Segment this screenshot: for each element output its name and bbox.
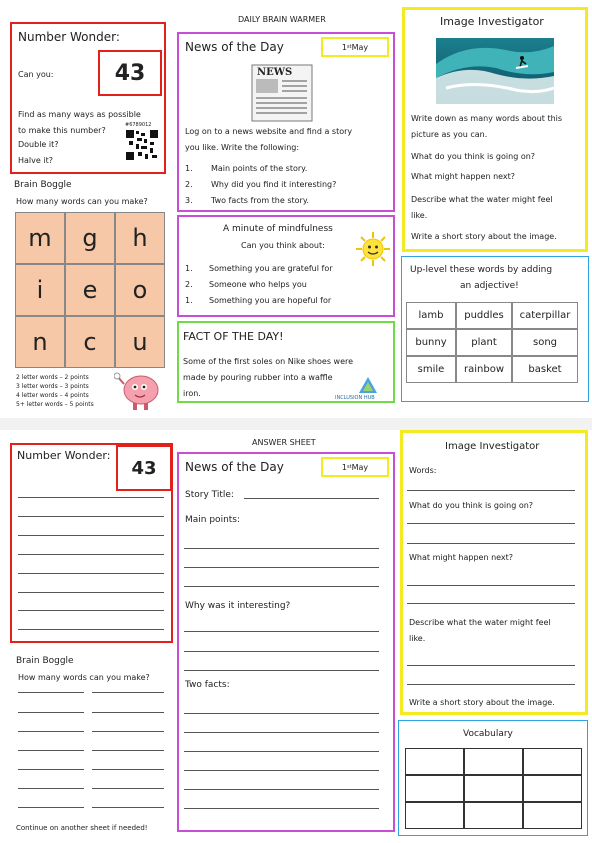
vocabulary-cell	[464, 748, 523, 775]
mindfulness-subtitle: Can you think about:	[241, 241, 325, 250]
as-target-number: 43	[116, 445, 172, 491]
adjective-word-smile: smile	[406, 356, 456, 383]
news-intro-2: you like. Write the following:	[185, 143, 300, 152]
nw-line-2: to make this number?	[18, 126, 106, 135]
as-bb-write-line	[18, 712, 84, 713]
mind-item-1: Something you are grateful for	[209, 264, 333, 273]
vocabulary-cell	[405, 802, 464, 829]
ii-line-6: like.	[411, 211, 428, 220]
worksheet-title: DAILY BRAIN WARMER	[238, 15, 326, 24]
as-brain-boggle-prompt: How many words can you make?	[18, 673, 150, 682]
as-number-wonder-title: Number Wonder:	[17, 449, 111, 462]
image-investigator-panel	[402, 7, 588, 252]
as-ii-q4: Write a short story about the image.	[409, 698, 555, 707]
sun-icon	[355, 231, 391, 267]
as-facts-line	[184, 770, 379, 771]
news-intro-1: Log on to a news website and find a story	[185, 127, 353, 136]
target-number: 43	[98, 50, 162, 96]
as-bb-write-line	[92, 750, 164, 751]
vocabulary-cell	[523, 802, 582, 829]
as-vocabulary-title: Vocabulary	[463, 729, 513, 739]
number-wonder-title: Number Wonder:	[18, 30, 120, 44]
fact-title: FACT OF THE DAY!	[183, 330, 284, 343]
vocabulary-cell	[405, 775, 464, 802]
as-main-points-line	[184, 548, 379, 549]
as-facts-line	[184, 789, 379, 790]
as-ii-write-line	[407, 684, 575, 685]
mindfulness-title: A minute of mindfulness	[223, 224, 333, 234]
newspaper-label: NEWS	[257, 67, 293, 78]
as-bb-write-line	[18, 731, 84, 732]
as-ii-write-line	[407, 490, 575, 491]
news-item-2: Why did you find it interesting?	[211, 180, 337, 189]
adjective-word-lamb: lamb	[406, 302, 456, 329]
news-title: News of the Day	[185, 40, 284, 54]
boggle-letter-i: i	[15, 264, 65, 316]
as-nw-write-line	[18, 497, 164, 498]
as-bb-write-line	[92, 769, 164, 770]
as-ii-write-line	[407, 665, 575, 666]
brain-mascot-icon	[114, 370, 164, 414]
nw-line-1: Find as many ways as possible	[18, 110, 141, 119]
as-ii-write-line	[407, 523, 575, 524]
inclusion-hub-label: INCLUSION HUB	[335, 395, 375, 401]
as-story-title-label: Story Title:	[185, 490, 234, 500]
ii-line-4: What might happen next?	[411, 172, 516, 181]
as-ii-write-line	[407, 585, 575, 586]
nw-line-3: Double it?	[18, 140, 59, 149]
answer-sheet-title: ANSWER SHEET	[252, 438, 316, 447]
as-main-points-line	[184, 567, 379, 568]
boggle-letter-n: n	[15, 316, 65, 368]
as-facts-line	[184, 713, 379, 714]
vocabulary-cell	[523, 775, 582, 802]
ii-line-5: Describe what the water might feel	[411, 195, 553, 204]
mind-num-2: 2.	[185, 280, 193, 289]
vocabulary-cell	[464, 802, 523, 829]
as-bb-write-line	[18, 788, 84, 789]
as-facts-line	[184, 808, 379, 809]
image-investigator-title: Image Investigator	[440, 15, 544, 28]
as-ii-q2: What might happen next?	[409, 553, 514, 562]
as-ii-q1: What do you think is going on?	[409, 501, 534, 510]
as-bb-write-line	[18, 692, 84, 693]
boggle-letter-h: h	[115, 212, 165, 264]
news-item-num-1: 1.	[185, 164, 193, 173]
as-main-points-label: Main points:	[185, 515, 241, 525]
wave-surfer-image	[436, 38, 554, 104]
as-why-line	[184, 651, 379, 652]
vocabulary-cell	[523, 748, 582, 775]
score-line-3: 4 letter words – 4 points	[16, 392, 89, 399]
ii-line-2: picture as you can.	[411, 130, 488, 139]
as-nw-write-line	[18, 629, 164, 630]
news-item-num-3: 3.	[185, 196, 193, 205]
as-facts-line	[184, 751, 379, 752]
news-date: 1 st May	[321, 37, 389, 57]
fact-line-2: made by pouring rubber into a waffle	[183, 373, 333, 382]
as-ii-write-line	[407, 603, 575, 604]
as-main-points-line	[184, 586, 379, 587]
as-nw-write-line	[18, 554, 164, 555]
page-gap	[0, 418, 592, 430]
as-nw-write-line	[18, 573, 164, 574]
score-line-4: 5+ letter words – 5 points	[16, 401, 94, 408]
as-ii-words: Words:	[409, 466, 437, 475]
adjective-word-basket: basket	[512, 356, 578, 383]
as-image-investigator-panel	[400, 430, 588, 715]
as-ii-q3-1: Describe what the water might feel	[409, 618, 551, 627]
news-item-num-2: 2.	[185, 180, 193, 189]
as-facts-label: Two facts:	[185, 680, 230, 690]
as-nw-write-line	[18, 516, 164, 517]
adjective-word-rainbow: rainbow	[456, 356, 512, 383]
boggle-letter-g: g	[65, 212, 115, 264]
nw-line-4: Halve it?	[18, 156, 53, 165]
boggle-letter-m: m	[15, 212, 65, 264]
as-bb-write-line	[92, 692, 164, 693]
as-why-label: Why was it interesting?	[185, 601, 291, 611]
score-line-1: 2 letter words – 2 points	[16, 374, 89, 381]
news-item-1: Main points of the story.	[211, 164, 308, 173]
qr-code-icon	[124, 124, 160, 162]
as-nw-write-line	[18, 535, 164, 536]
inclusion-hub-logo-icon	[357, 375, 379, 395]
as-bb-write-line	[92, 807, 164, 808]
boggle-letter-c: c	[65, 316, 115, 368]
as-news-date: 1 st May	[321, 457, 389, 477]
boggle-letter-e: e	[65, 264, 115, 316]
brain-boggle-prompt: How many words can you make?	[16, 197, 148, 206]
as-story-title-line	[244, 498, 379, 499]
as-continue-note: Continue on another sheet if needed!	[16, 824, 148, 832]
adjective-word-song: song	[512, 329, 578, 356]
qr-label: #6789012	[125, 122, 152, 128]
mind-num-1: 1.	[185, 264, 193, 273]
as-bb-write-line	[92, 712, 164, 713]
as-nw-write-line	[18, 610, 164, 611]
boggle-letter-o: o	[115, 264, 165, 316]
news-panel	[177, 32, 395, 212]
as-news-title: News of the Day	[185, 460, 284, 474]
as-bb-write-line	[18, 807, 84, 808]
mind-num-3: 1.	[185, 296, 193, 305]
score-line-2: 3 letter words – 3 points	[16, 383, 89, 390]
as-ii-title: Image Investigator	[445, 441, 540, 452]
can-you-label: Can you:	[18, 70, 54, 79]
as-facts-line	[184, 732, 379, 733]
adjectives-title-2: an adjective!	[460, 281, 519, 291]
vocabulary-cell	[405, 748, 464, 775]
as-why-line	[184, 631, 379, 632]
as-bb-write-line	[18, 769, 84, 770]
as-number-wonder-panel	[10, 443, 173, 643]
mind-item-3: Something you are hopeful for	[209, 296, 332, 305]
news-item-3: Two facts from the story.	[211, 196, 309, 205]
as-nw-write-line	[18, 592, 164, 593]
ii-line-3: What do you think is going on?	[411, 152, 536, 161]
as-why-line	[184, 670, 379, 671]
fact-panel	[177, 321, 395, 403]
ii-line-7: Write a short story about the image.	[411, 232, 557, 241]
adjective-word-plant: plant	[456, 329, 512, 356]
brain-boggle-title: Brain Boggle	[14, 180, 72, 190]
adjective-word-caterpillar: caterpillar	[512, 302, 578, 329]
number-wonder-panel	[10, 22, 166, 174]
as-ii-write-line	[407, 543, 575, 544]
as-brain-boggle-title: Brain Boggle	[16, 656, 74, 666]
as-news-panel	[177, 452, 395, 832]
ii-line-1: Write down as many words about this	[411, 114, 563, 123]
vocabulary-cell	[464, 775, 523, 802]
adjective-word-puddles: puddles	[456, 302, 512, 329]
as-bb-write-line	[92, 731, 164, 732]
mind-item-2: Someone who helps you	[209, 280, 307, 289]
as-bb-write-line	[92, 788, 164, 789]
as-ii-q3-2: like.	[409, 634, 426, 643]
as-bb-write-line	[18, 750, 84, 751]
fact-line-3: iron.	[183, 389, 201, 398]
mindfulness-panel	[177, 215, 395, 317]
fact-line-1: Some of the first soles on Nike shoes were	[183, 357, 354, 366]
adjectives-title-1: Up-level these words by adding	[410, 265, 553, 275]
boggle-letter-u: u	[115, 316, 165, 368]
adjective-word-bunny: bunny	[406, 329, 456, 356]
